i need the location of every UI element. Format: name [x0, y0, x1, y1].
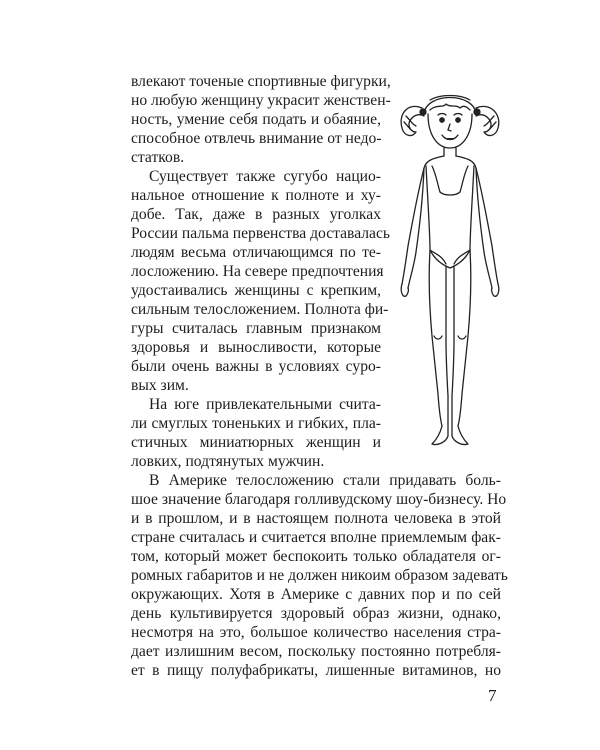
- text-line: том, который может беспокоить только обладателя ог-: [131, 548, 501, 565]
- text-line: В Америке телосложению стали придавать боль-: [149, 472, 501, 489]
- text-line: сильным телосложением. Полнота фи-: [131, 301, 389, 318]
- text-line: лосложению. На севере предпочтения: [131, 263, 384, 280]
- text-line: стичных миниатюрных женщин и: [131, 434, 381, 451]
- text-line: здоровья и выносливости, которые: [131, 339, 381, 356]
- text-line: ность, умение себя подать и обаяние,: [131, 111, 381, 128]
- text-line: ли смуглых тоненьких и гибких, пла-: [131, 415, 381, 432]
- text-line: На юге привлекательными счита-: [149, 396, 381, 413]
- girl-illustration: [390, 74, 510, 454]
- text-line: но любую женщину украсит женствен-: [131, 92, 391, 109]
- text-line: способное отвлечь внимание от недо-: [131, 130, 382, 147]
- text-line: влекают точеные спортивные фигурки,: [131, 73, 391, 90]
- text-line: гуры считалась главным признаком: [131, 320, 381, 337]
- text-line: ловких, подтянутых мужчин.: [131, 453, 325, 470]
- text-line: удостаивались женщины с крепким,: [131, 282, 381, 299]
- text-line: шое значение благодаря голливудскому шоу-бизнесу. Но: [131, 491, 507, 508]
- text-line: стране считалась и считается вполне приемлемым фак-: [131, 529, 501, 546]
- text-line: несмотря на это, большое количество населения стра-: [131, 624, 501, 641]
- text-line: окружающих. Хотя в Америке с давних пор и по сей: [131, 586, 501, 603]
- page-number: 7: [488, 686, 497, 705]
- text-line: дает излишним весом, поскольку постоянно потребля-: [131, 643, 501, 660]
- text-line: были очень важны в условиях суро-: [131, 358, 381, 375]
- text-line: и в прошлом, и в настоящем полнота человека в этой: [131, 510, 501, 527]
- text-line: добе. Так, даже в разных уголках: [131, 206, 381, 223]
- text-line: нальное отношение к полноте и ху-: [131, 187, 381, 204]
- text-line: вых зим.: [131, 377, 189, 394]
- text-line: ромных габаритов и не должен никоим образом задевать: [131, 567, 508, 584]
- text-line: Существует также сугубо нацио-: [149, 168, 381, 185]
- text-line: статков.: [131, 149, 185, 166]
- text-line: людям весьма отличающимся по те-: [131, 244, 381, 261]
- text-line: день культивируется здоровый образ жизни, однако,: [131, 605, 501, 622]
- text-line: России пальма первенства доставалась: [131, 225, 391, 242]
- text-line: ет в пищу полуфабрикаты, лишенные витаминов, но: [131, 662, 501, 679]
